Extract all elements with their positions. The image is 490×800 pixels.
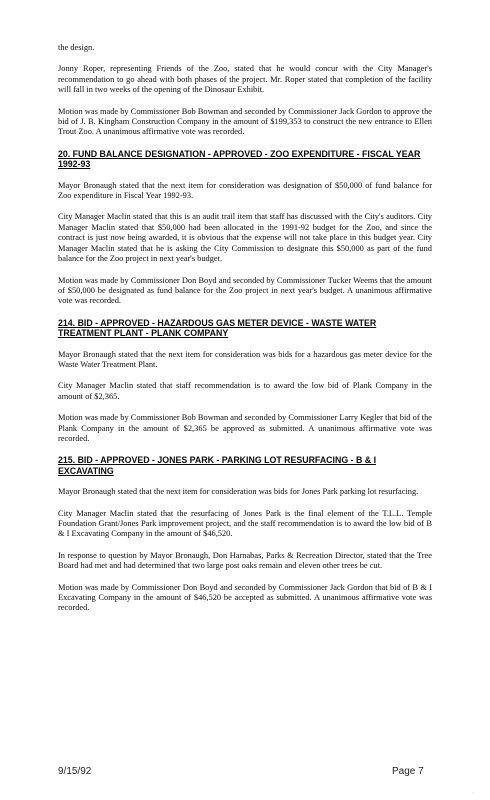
paragraph: the design. (58, 43, 95, 52)
scan-speck: · (472, 790, 474, 796)
minutes-page-body (58, 43, 432, 625)
paragraph: Mayor Bronaugh stated that the next item for consideration was designation of $50,000 of fund balance for Zoo expenditure in Fiscal Year 1992-93. (58, 180, 432, 201)
paragraph: Motion was made by Commissioner Bob Bowman and seconded by Commissioner Jack Gordon to approve the bid of J. B. Kingham Construction Company in the amount of $199,353 to construct the new entrance to Ellen Trout Zoo. A unanimous affirmative vote was recorded. (58, 106, 432, 137)
paragraph: Motion was made by Commissioner Don Boyd and seconded by Commissioner Jack Gordon that bid of B & I Excavating Company in the amount of $46,520 be accepted as submitted. A unanimous affirmative vote was recorded. (58, 582, 432, 613)
paragraph: Motion was made by Commissioner Don Boyd and seconded by Commissioner Tucker Weems that the amount of $50,000 be designated as fund balance for the Zoo project in next year's budget. A unanimous affirmative vote was recorded. (58, 275, 432, 306)
paragraph: Mayor Bronaugh stated that the next item for consideration was bids for a hazardous gas meter device for the Waste Water Treatment Plant. (58, 349, 432, 369)
section-heading-215: 215. BID - APPROVED - JONES PARK - PARKING LOT RESURFACING - B & I EXCAVATING (58, 455, 377, 476)
paragraph: In response to question by Mayor Bronaugh, Don Harnabas, Parks & Recreation Director, stated that the Tree Board had met and had determined that two large post oaks remain and eleven other trees be cut. (58, 550, 432, 571)
paragraph: City Manager Maclin stated that this is an audit trail item that staff has discussed with the City's auditors. City Manager Maclin stated that $50,000 had been allocated in the 1991-92 budget for the Zoo, and since the contract is just now being awarded, it is obvious that the expense will not take place in this budget year. City Manager Maclin stated that he is asking the City Commission to designate this $50,000 as part of the fund balance for the Zoo project in next year's budget. (58, 212, 432, 264)
paragraph: City Manager Maclin stated that the resurfacing of Jones Park is the final element of the T.L.L. Temple Foundation Grant/Jones Park improvement project, and the staff recommendation is to award the low bid of B & I Excavating Company in the amount of $46,520. (58, 508, 432, 539)
footer-date: 9/15/92 (58, 766, 92, 777)
section-heading-20: 20. FUND BALANCE DESIGNATION - APPROVED - ZOO EXPENDITURE - FISCAL YEAR 1992-93 (58, 148, 421, 170)
paragraph: Motion was made by Commissioner Bob Bowman and seconded by Commissioner Larry Kegler that bid of the Plank Company in the amount of $2,365 be approved as submitted. A unanimous affirmative vote was recorded. (58, 413, 432, 443)
footer-page-number: Page 7 (392, 766, 424, 777)
paragraph: Mayor Bronaugh stated that the next item for consideration was bids for Jones Park parking lot resurfacing. (58, 487, 419, 497)
paragraph: City Manager Maclin stated that staff recommendation is to award the low bid of Plank Company in the amount of $2,365. (58, 381, 432, 401)
section-heading-214: 214. BID - APPROVED - HAZARDOUS GAS METER DEVICE - WASTE WATER TREATMENT PLANT - PLANK COMPANY (58, 317, 377, 339)
paragraph: Jonny Roper, representing Friends of the Zoo, stated that he would concur with the City Manager's recommendation to go ahead with both phases of the project. Mr. Roper stated that completion of the facility will fall in two weeks of the opening of the Dinosaur Exhibit. (58, 64, 432, 95)
